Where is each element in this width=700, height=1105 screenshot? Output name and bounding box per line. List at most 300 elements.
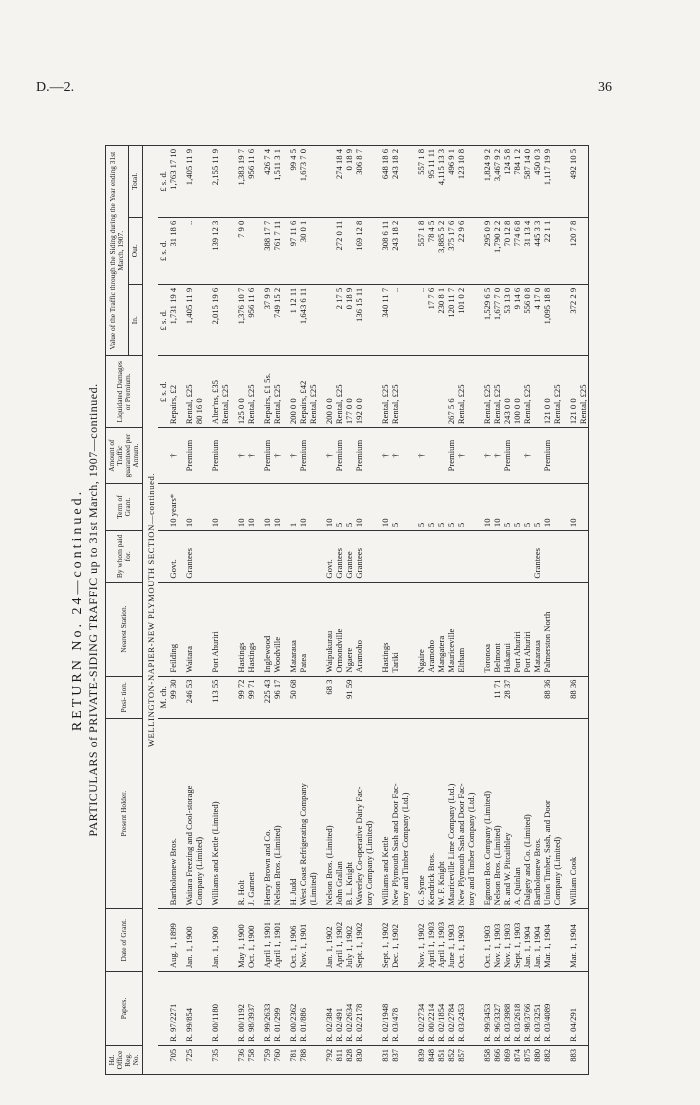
cell-term: 10 (210, 484, 220, 531)
col-holder: Present Holder. (106, 719, 143, 909)
cell-out: 31 18 6 (168, 217, 178, 284)
cell-out (246, 217, 256, 284)
cell-out: 272 0 11 (334, 217, 344, 284)
cell-station (364, 582, 374, 676)
cell-holder: Union Timber, Sash, and Door (542, 719, 552, 909)
cell-paid (400, 531, 410, 582)
cell-date: Mar. 1, 1904 (542, 909, 552, 972)
cell-paid (220, 531, 230, 582)
cell-reg: 811 (334, 1045, 344, 1074)
cell-in: 2,015 19 6 (210, 284, 220, 356)
cell-pos (364, 676, 374, 719)
cell-damages (532, 356, 542, 428)
cell-station: Tariki (390, 582, 400, 676)
cell-damages: 243 0 0 (502, 356, 512, 428)
cell-in (466, 284, 476, 356)
cell-term: 10 (298, 484, 308, 531)
col-traffic-group: Value of the Traffic through the Siding during the Year ending 31st March, 1907. (106, 146, 129, 357)
cell-damages: Rental, £25 (522, 356, 532, 428)
cell-station: Woodville (272, 582, 282, 676)
cell-reg: 831 (380, 1045, 390, 1074)
table-body (143, 146, 589, 1075)
cell-total (194, 146, 204, 218)
cell-in: 37 9 9 (262, 284, 272, 356)
cell-damages (416, 356, 426, 428)
cell-holder: (Limited) (308, 719, 318, 909)
cell-term: 10 years* (168, 484, 178, 531)
cell-paid: Grantees (334, 531, 344, 582)
cell-date: Oct. 1, 1903 (482, 909, 492, 972)
cell-total (220, 146, 230, 218)
cell-date (466, 909, 476, 972)
cell-pos: 68 3 (324, 676, 334, 719)
cell-pos (220, 676, 230, 719)
cell-term: 1 (288, 484, 298, 531)
cell-out (466, 217, 476, 284)
cell-holder: Bartholomew Bros. (532, 719, 542, 909)
cell-term (308, 484, 318, 531)
cell-reg: 874 (512, 1045, 522, 1074)
cell-guar (568, 428, 578, 484)
cell-term: 10 (542, 484, 552, 531)
cell-papers (466, 972, 476, 1046)
cell-reg: 851 (436, 1045, 446, 1074)
cell-pos: 50 68 (288, 676, 298, 719)
cell-date: Jan. 1, 1900 (210, 909, 220, 972)
cell-station: Hastings (236, 582, 246, 676)
cell-out: 1,790 2 2 (492, 217, 502, 284)
table-row (436, 146, 446, 1075)
cell-pos: 99 30 (168, 676, 178, 719)
cell-paid (542, 531, 552, 582)
table-row (246, 146, 256, 1075)
cell-pos (522, 676, 532, 719)
cell-damages: 200 0 0 (324, 356, 334, 428)
cell-guar: † (482, 428, 492, 484)
cell-holder: Nelson Bros. (Limited) (324, 719, 334, 909)
cell-reg: 848 (426, 1045, 436, 1074)
cell-paid: Govt. (324, 531, 334, 582)
cell-date: April 1, 1901 (272, 909, 282, 972)
cell-in: 53 13 0 (502, 284, 512, 356)
cell-term: 10 (246, 484, 256, 531)
cell-paid (426, 531, 436, 582)
cell-papers: R. 00/1180 (210, 972, 220, 1046)
cell-reg: 705 (168, 1045, 178, 1074)
cell-date (220, 909, 230, 972)
cell-pos (482, 676, 492, 719)
cell-term: 5 (344, 484, 354, 531)
cell-paid: Grantees (184, 531, 194, 582)
cell-paid (552, 531, 562, 582)
cell-paid (482, 531, 492, 582)
cell-pos: 99 72 (236, 676, 246, 719)
cell-total (400, 146, 410, 218)
cell-paid (568, 531, 578, 582)
cell-term (466, 484, 476, 531)
cell-reg (364, 1045, 374, 1074)
table-row (568, 146, 578, 1075)
cell-date: May 1, 1900 (236, 909, 246, 972)
cell-out: 139 12 3 (210, 217, 220, 284)
cell-paid (298, 531, 308, 582)
cell-damages: Rental, £25 (272, 356, 282, 428)
cell-reg: 830 (354, 1045, 364, 1074)
cell-damages: 125 0 0 (236, 356, 246, 428)
cell-papers: R. 03/4089 (542, 972, 552, 1046)
cell-total: 3,467 9 2 (492, 146, 502, 218)
cell-pos (380, 676, 390, 719)
cell-damages: Rental, £25 (220, 356, 230, 428)
cell-in: 1,643 6 11 (298, 284, 308, 356)
siding-traffic-table (105, 145, 589, 1075)
cell-holder: G. Syme (416, 719, 426, 909)
cell-reg: 852 (446, 1045, 456, 1074)
cell-date: June 1, 1903 (446, 909, 456, 972)
cell-term: 10 (380, 484, 390, 531)
cell-term: 5 (532, 484, 542, 531)
cell-date (578, 909, 589, 972)
cell-damages: 200 0 0 (288, 356, 298, 428)
cell-out (324, 217, 334, 284)
cell-total: 1,405 11 9 (184, 146, 194, 218)
cell-out: 375 17 6 (446, 217, 456, 284)
cell-in: 1,677 7 0 (492, 284, 502, 356)
cell-papers: R. 04/291 (568, 972, 578, 1046)
cell-total: 243 18 2 (390, 146, 400, 218)
cell-term: 5 (416, 484, 426, 531)
cell-date (400, 909, 410, 972)
cell-damages: Rental, £25 (334, 356, 344, 428)
table-row (262, 146, 272, 1075)
unit-total: £ s. d. (158, 146, 168, 218)
cell-reg: 725 (184, 1045, 194, 1074)
col-damages: Liquidated Damages or Premium. (106, 356, 143, 428)
cell-reg (400, 1045, 410, 1074)
cell-date: July 1, 1902 (344, 909, 354, 972)
cell-date (552, 909, 562, 972)
cell-papers: R. 02/1854 (436, 972, 446, 1046)
unit-position: M. ch. (158, 676, 168, 719)
table-row (456, 146, 466, 1075)
cell-term: 5 (426, 484, 436, 531)
cell-guar: † (236, 428, 246, 484)
cell-paid (492, 531, 502, 582)
cell-in: 2 17 5 (334, 284, 344, 356)
cell-station: Toronoa (482, 582, 492, 676)
table-row (390, 146, 400, 1075)
cell-paid (272, 531, 282, 582)
cell-papers: R. 02/2178 (354, 972, 364, 1046)
cell-damages: Rental, £25 (380, 356, 390, 428)
cell-in (364, 284, 374, 356)
cell-holder: New Plymouth Sash and Door Fac- (456, 719, 466, 909)
table-row (492, 146, 502, 1075)
cell-damages: 121 0 0 (542, 356, 552, 428)
cell-holder: Williams and Kettle (380, 719, 390, 909)
cell-date: Mar. 1, 1904 (568, 909, 578, 972)
cell-guar: † (522, 428, 532, 484)
cell-term: 10 (236, 484, 246, 531)
cell-holder: R. Holt (236, 719, 246, 909)
cell-term: 10 (482, 484, 492, 531)
cell-guar (426, 428, 436, 484)
cell-out: 3,885 5 2 (436, 217, 446, 284)
cell-guar (308, 428, 318, 484)
cell-reg: 839 (416, 1045, 426, 1074)
cell-guar: Premium (210, 428, 220, 484)
table-row (512, 146, 522, 1075)
cell-guar: Premium (262, 428, 272, 484)
cell-station (552, 582, 562, 676)
cell-papers (194, 972, 204, 1046)
cell-guar: Premium (502, 428, 512, 484)
cell-out: 31 13 4 (522, 217, 532, 284)
cell-date: April 1, 1902 (334, 909, 344, 972)
table-row (426, 146, 436, 1075)
cell-reg: 869 (502, 1045, 512, 1074)
table-row (416, 146, 426, 1075)
cell-reg: 781 (288, 1045, 298, 1074)
cell-station: Inglewood (262, 582, 272, 676)
cell-term: 5 (390, 484, 400, 531)
cell-holder: Bartholomew Bros. (168, 719, 178, 909)
cell-total: 492 10 5 (568, 146, 578, 218)
cell-station: Ngaire (416, 582, 426, 676)
cell-papers: R. 03/2453 (456, 972, 466, 1046)
cell-total: 426 7 4 (262, 146, 272, 218)
cell-damages: Rental, £25 (390, 356, 400, 428)
cell-holder: Henry Brown and Co. (262, 719, 272, 909)
table-row (542, 146, 552, 1075)
return-title: RETURN No. 24—continued. (70, 488, 85, 732)
cell-damages (400, 356, 410, 428)
cell-paid: Grantees (354, 531, 364, 582)
cell-out (578, 217, 589, 284)
cell-reg: 736 (236, 1045, 246, 1074)
cell-pos (390, 676, 400, 719)
cell-papers: R. 02/2734 (416, 972, 426, 1046)
cell-papers (578, 972, 589, 1046)
cell-in: 0 18 9 (344, 284, 354, 356)
cell-damages: 192 0 0 (354, 356, 364, 428)
cell-papers: R. 02/2784 (446, 972, 456, 1046)
cell-in: 1,376 10 7 (236, 284, 246, 356)
table-row (400, 146, 410, 1075)
cell-term: 10 (324, 484, 334, 531)
cell-term: 5 (446, 484, 456, 531)
cell-paid (390, 531, 400, 582)
cell-term: 10 (184, 484, 194, 531)
cell-damages: 80 16 0 (194, 356, 204, 428)
cell-holder: J. Garnett (246, 719, 256, 909)
table-row (324, 146, 334, 1075)
cell-paid (578, 531, 589, 582)
col-reg-no: Hd. Office Reg. No. (106, 1045, 143, 1074)
cell-out (308, 217, 318, 284)
cell-out: 30 0 1 (298, 217, 308, 284)
cell-date: Jan. 1, 1902 (324, 909, 334, 972)
cell-guar: † (168, 428, 178, 484)
table-row (364, 146, 374, 1075)
cell-damages: Alter'ns, £35 (210, 356, 220, 428)
cell-date: April 1, 1903 (436, 909, 446, 972)
cell-papers: R. 01/886 (298, 972, 308, 1046)
cell-station: Waipukurau (324, 582, 334, 676)
cell-in: 372 2 9 (568, 284, 578, 356)
cell-out (344, 217, 354, 284)
unit-damages: £ s. d. (158, 356, 168, 428)
cell-out (220, 217, 230, 284)
cell-reg: 882 (542, 1045, 552, 1074)
cell-pos (416, 676, 426, 719)
particulars-title: PARTICULARS of PRIVATE-SIDING TRAFFIC up to 31st March, 1907—continued. (86, 383, 100, 837)
cell-total: 648 18 6 (380, 146, 390, 218)
cell-date: Nov. 1, 1903 (492, 909, 502, 972)
cell-papers: R. 02/1948 (380, 972, 390, 1046)
cell-paid (194, 531, 204, 582)
cell-out: 22 9 6 (456, 217, 466, 284)
cell-out: 22 1 1 (542, 217, 552, 284)
table-row (308, 146, 318, 1075)
cell-paid (288, 531, 298, 582)
cell-damages: Rental, £25 (184, 356, 194, 428)
col-traffic-total: Total. (128, 146, 142, 218)
cell-holder: R. and W. Pitcaithley (502, 719, 512, 909)
cell-holder: Company (Limited) (194, 719, 204, 909)
cell-pos: 96 17 (272, 676, 282, 719)
cell-out: 120 7 8 (568, 217, 578, 284)
page-number: 36 (598, 80, 612, 95)
cell-guar: † (246, 428, 256, 484)
cell-pos: 11 71 (492, 676, 502, 719)
cell-holder: Mauriceville Lime Company (Ltd.) (446, 719, 456, 909)
cell-reg: 759 (262, 1045, 272, 1074)
cell-paid (456, 531, 466, 582)
cell-pos: 28 37 (502, 676, 512, 719)
cell-in (324, 284, 334, 356)
cell-reg: 883 (568, 1045, 578, 1074)
cell-station (400, 582, 410, 676)
cell-station: Palmerston North (542, 582, 552, 676)
cell-term (364, 484, 374, 531)
cell-in: 9 14 6 (512, 284, 522, 356)
cell-out: 70 12 8 (502, 217, 512, 284)
cell-reg (194, 1045, 204, 1074)
cell-pos (456, 676, 466, 719)
cell-pos (354, 676, 364, 719)
table-row (502, 146, 512, 1075)
cell-papers: R. 01/299 (272, 972, 282, 1046)
cell-total: 1,763 17 10 (168, 146, 178, 218)
cell-total: 450 0 3 (532, 146, 542, 218)
cell-reg (578, 1045, 589, 1074)
cell-in (194, 284, 204, 356)
cell-total: 956 11 6 (246, 146, 256, 218)
cell-reg: 792 (324, 1045, 334, 1074)
cell-pos (512, 676, 522, 719)
cell-reg: 828 (344, 1045, 354, 1074)
cell-term (578, 484, 589, 531)
cell-papers: R. 99/2633 (262, 972, 272, 1046)
cell-date (364, 909, 374, 972)
cell-papers: R. 02/384 (324, 972, 334, 1046)
table-row (354, 146, 364, 1075)
cell-in: 1,731 19 4 (168, 284, 178, 356)
cell-in: 17 7 6 (426, 284, 436, 356)
cell-guar: † (456, 428, 466, 484)
cell-term: 5 (456, 484, 466, 531)
cell-total: 1,511 3 1 (272, 146, 282, 218)
cell-total: 99 4 5 (288, 146, 298, 218)
cell-papers: R. 03/3988 (502, 972, 512, 1046)
cell-reg: 857 (456, 1045, 466, 1074)
cell-total: 557 1 8 (416, 146, 426, 218)
cell-out: 388 17 7 (262, 217, 272, 284)
cell-station (308, 582, 318, 676)
cell-pos (578, 676, 589, 719)
cell-pos (532, 676, 542, 719)
table-row (552, 146, 562, 1075)
cell-damages: Rental, £25 (308, 356, 318, 428)
cell-holder: Waitara Freezing and Cool-storage (184, 719, 194, 909)
cell-reg (308, 1045, 318, 1074)
cell-in (308, 284, 318, 356)
cell-date: Oct. 1, 1903 (456, 909, 466, 972)
cell-paid: Grantees (532, 531, 542, 582)
cell-date: Jan. 1, 1900 (184, 909, 194, 972)
cell-term: 5 (334, 484, 344, 531)
cell-paid (364, 531, 374, 582)
cell-holder: tory and Timber Company (Ltd.) (400, 719, 410, 909)
cell-term: 5 (436, 484, 446, 531)
cell-damages: 177 0 0 (344, 356, 354, 428)
cell-total: 2,155 11 9 (210, 146, 220, 218)
cell-papers: R. 03/2618 (512, 972, 522, 1046)
unit-out: £ s. d. (158, 217, 168, 284)
table-row (466, 146, 476, 1075)
cell-out: 761 7 11 (272, 217, 282, 284)
cell-in: 1,405 11 9 (184, 284, 194, 356)
cell-in: 340 11 7 (380, 284, 390, 356)
cell-holder: Waverley Co-operative Dairy Fac- (354, 719, 364, 909)
cell-out (552, 217, 562, 284)
cell-papers: R. 02/491 (334, 972, 344, 1046)
cell-pos: 88 36 (568, 676, 578, 719)
cell-papers: R. 99/3453 (482, 972, 492, 1046)
cell-in (400, 284, 410, 356)
cell-papers: R. 03/478 (390, 972, 400, 1046)
cell-station: Mauriceville (446, 582, 456, 676)
cell-station: Ngaere (344, 582, 354, 676)
table-row (344, 146, 354, 1075)
cell-station (578, 582, 589, 676)
cell-holder: Company (Limited) (552, 719, 562, 909)
cell-guar (344, 428, 354, 484)
cell-guar (220, 428, 230, 484)
cell-date: Oct. 1, 1900 (246, 909, 256, 972)
cell-papers (308, 972, 318, 1046)
cell-term: 5 (502, 484, 512, 531)
cell-reg: 758 (246, 1045, 256, 1074)
cell-station (466, 582, 476, 676)
cell-in: 556 0 8 (522, 284, 532, 356)
cell-station: Aramoho (426, 582, 436, 676)
cell-paid (446, 531, 456, 582)
cell-papers: R. 03/3251 (532, 972, 542, 1046)
cell-term: 10 (492, 484, 502, 531)
table-row (168, 146, 178, 1075)
